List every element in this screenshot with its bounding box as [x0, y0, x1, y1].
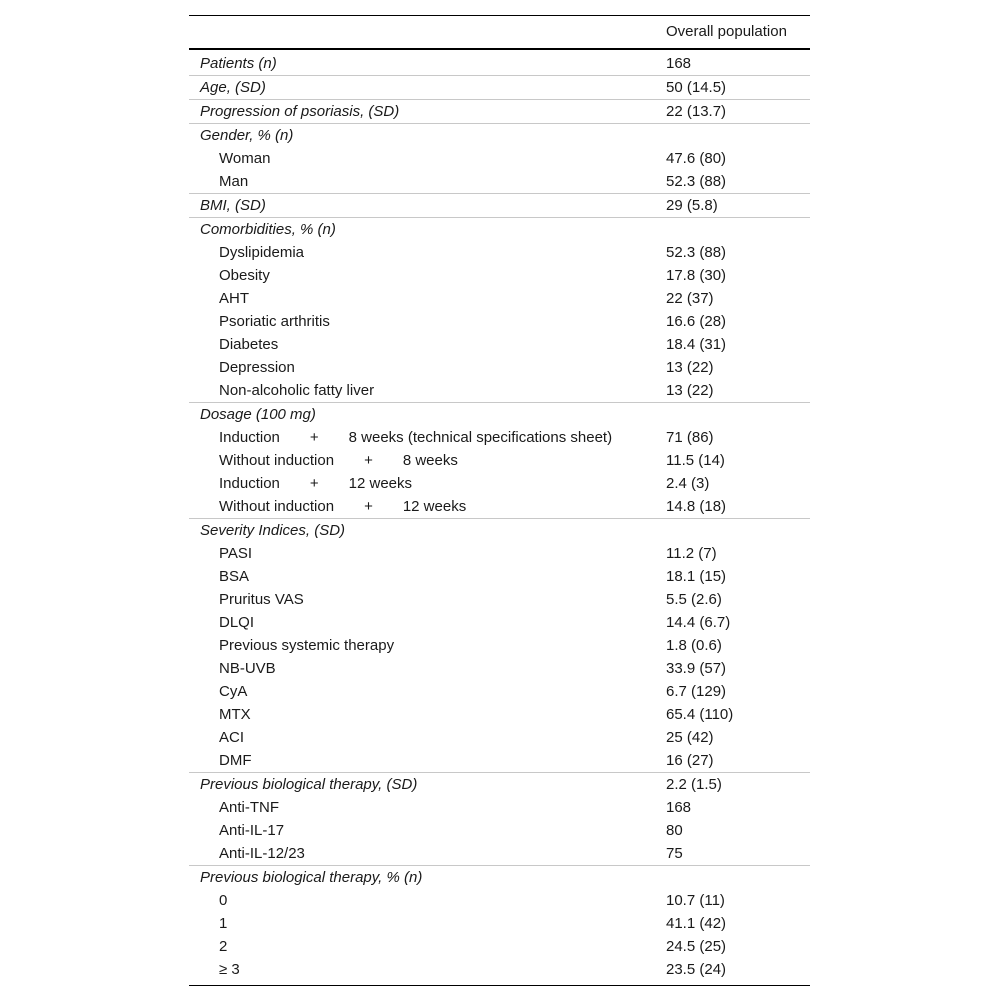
row-label: 1 — [219, 915, 228, 932]
row-value: 5.5 (2.6) — [666, 591, 722, 608]
row-value: 14.8 (18) — [666, 498, 727, 515]
row-label: DMF — [219, 752, 252, 769]
row-value: 6.7 (129) — [666, 683, 727, 700]
row-label: Comorbidities, % (n) — [200, 221, 336, 238]
row-value: 17.8 (30) — [666, 267, 727, 284]
row-label: Previous systemic therapy — [219, 637, 395, 654]
row-label: Age, (SD) — [200, 79, 266, 96]
row-value: 13 (22) — [666, 359, 714, 376]
row-label: 2 — [219, 938, 228, 955]
row-value: 2.2 (1.5) — [666, 776, 722, 793]
row-label: Induction + 12 weeks — [219, 475, 413, 492]
row-label: Gender, % (n) — [200, 127, 294, 144]
row-label: Anti-IL-12/23 — [219, 845, 305, 862]
row-label: Woman — [219, 150, 271, 167]
section-row — [189, 402, 810, 426]
row-label: NB-UVB — [219, 660, 276, 677]
row-label: Depression — [219, 359, 295, 376]
row-value: 11.5 (14) — [666, 452, 725, 469]
table-row — [189, 565, 810, 588]
row-label: Patients (n) — [200, 55, 277, 72]
table-row — [189, 449, 810, 472]
row-label: Diabetes — [219, 336, 279, 353]
table-row — [189, 147, 810, 170]
table-row — [189, 379, 810, 402]
row-label: Man — [219, 173, 249, 190]
row-value: 16 (27) — [666, 752, 714, 769]
table-row — [189, 264, 810, 287]
table-row — [189, 819, 810, 842]
row-value: 71 (86) — [666, 429, 714, 446]
section-row — [189, 193, 810, 217]
row-value: 33.9 (57) — [666, 660, 727, 677]
table-row — [189, 634, 810, 657]
row-value: 25 (42) — [666, 729, 714, 746]
header-overall-population: Overall population — [666, 23, 787, 40]
data-table — [189, 15, 810, 986]
row-label: Without induction + 8 weeks — [219, 452, 458, 469]
row-label: Dyslipidemia — [219, 244, 305, 261]
section-row — [189, 99, 810, 123]
row-label: Severity Indices, (SD) — [200, 522, 346, 539]
row-label: Without induction + 12 weeks — [219, 498, 467, 515]
table-row — [189, 495, 810, 518]
table-row — [189, 703, 810, 726]
row-label: AHT — [219, 290, 249, 307]
row-value: 22 (37) — [666, 290, 714, 307]
row-value: 24.5 (25) — [666, 938, 727, 955]
table-row — [189, 749, 810, 772]
table-row — [189, 680, 810, 703]
row-value: 65.4 (110) — [666, 706, 734, 723]
table-row — [189, 889, 810, 912]
table-row — [189, 356, 810, 379]
row-label: Previous biological therapy, (SD) — [200, 776, 418, 793]
table-body — [189, 50, 810, 985]
row-label: BMI, (SD) — [200, 197, 266, 214]
row-label: PASI — [219, 545, 253, 562]
row-label: Anti-IL-17 — [219, 822, 285, 839]
row-value: 11.2 (7) — [666, 545, 717, 562]
row-value: 168 — [666, 55, 692, 72]
row-label: Pruritus VAS — [219, 591, 304, 608]
table-row — [189, 241, 810, 264]
row-value: 10.7 (11) — [666, 892, 725, 909]
row-label: Obesity — [219, 267, 270, 284]
section-row — [189, 52, 810, 75]
table-row — [189, 958, 810, 981]
row-label: BSA — [219, 568, 250, 585]
row-value: 13 (22) — [666, 382, 714, 399]
row-value: 29 (5.8) — [666, 197, 718, 214]
row-label: DLQI — [219, 614, 255, 631]
section-row — [189, 123, 810, 147]
table-row — [189, 310, 810, 333]
table-row — [189, 472, 810, 495]
row-label: Psoriatic arthritis — [219, 313, 330, 330]
row-value: 75 — [666, 845, 683, 862]
row-value: 1.8 (0.6) — [666, 637, 722, 654]
section-row — [189, 772, 810, 796]
row-label: ACI — [219, 729, 245, 746]
row-label: Induction + 8 weeks (technical specifications sheet) — [219, 429, 613, 446]
table-row — [189, 542, 810, 565]
section-row — [189, 865, 810, 889]
row-value: 2.4 (3) — [666, 475, 710, 492]
table-row — [189, 726, 810, 749]
table-header — [189, 16, 810, 50]
table-row — [189, 170, 810, 193]
row-value: 22 (13.7) — [666, 103, 727, 120]
table-row — [189, 912, 810, 935]
row-label: Previous biological therapy, % (n) — [200, 869, 423, 886]
row-value: 52.3 (88) — [666, 173, 727, 190]
row-label: Non-alcoholic fatty liver — [219, 382, 375, 399]
table-row — [189, 796, 810, 819]
row-value: 47.6 (80) — [666, 150, 727, 167]
row-value: 16.6 (28) — [666, 313, 727, 330]
row-value: 52.3 (88) — [666, 244, 727, 261]
table-row — [189, 935, 810, 958]
row-label: 0 — [219, 892, 228, 909]
row-value: 50 (14.5) — [666, 79, 727, 96]
table-row — [189, 588, 810, 611]
row-label: CyA — [219, 683, 248, 700]
table-row — [189, 611, 810, 634]
table-row — [189, 657, 810, 680]
row-label: MTX — [219, 706, 251, 723]
section-row — [189, 518, 810, 542]
row-value: 41.1 (42) — [666, 915, 727, 932]
row-value: 23.5 (24) — [666, 961, 727, 978]
row-label: ≥ 3 — [219, 961, 240, 978]
row-value: 18.4 (31) — [666, 336, 727, 353]
row-value: 18.1 (15) — [666, 568, 727, 585]
table-row — [189, 842, 810, 865]
row-value: 14.4 (6.7) — [666, 614, 731, 631]
row-label: Dosage (100 mg) — [200, 406, 316, 423]
section-row — [189, 75, 810, 99]
row-value: 168 — [666, 799, 692, 816]
row-label: Progression of psoriasis, (SD) — [200, 103, 400, 120]
table-row — [189, 333, 810, 356]
section-row — [189, 217, 810, 241]
row-value: 80 — [666, 822, 683, 839]
table-row — [189, 426, 810, 449]
table-row — [189, 287, 810, 310]
row-label: Anti-TNF — [219, 799, 279, 816]
